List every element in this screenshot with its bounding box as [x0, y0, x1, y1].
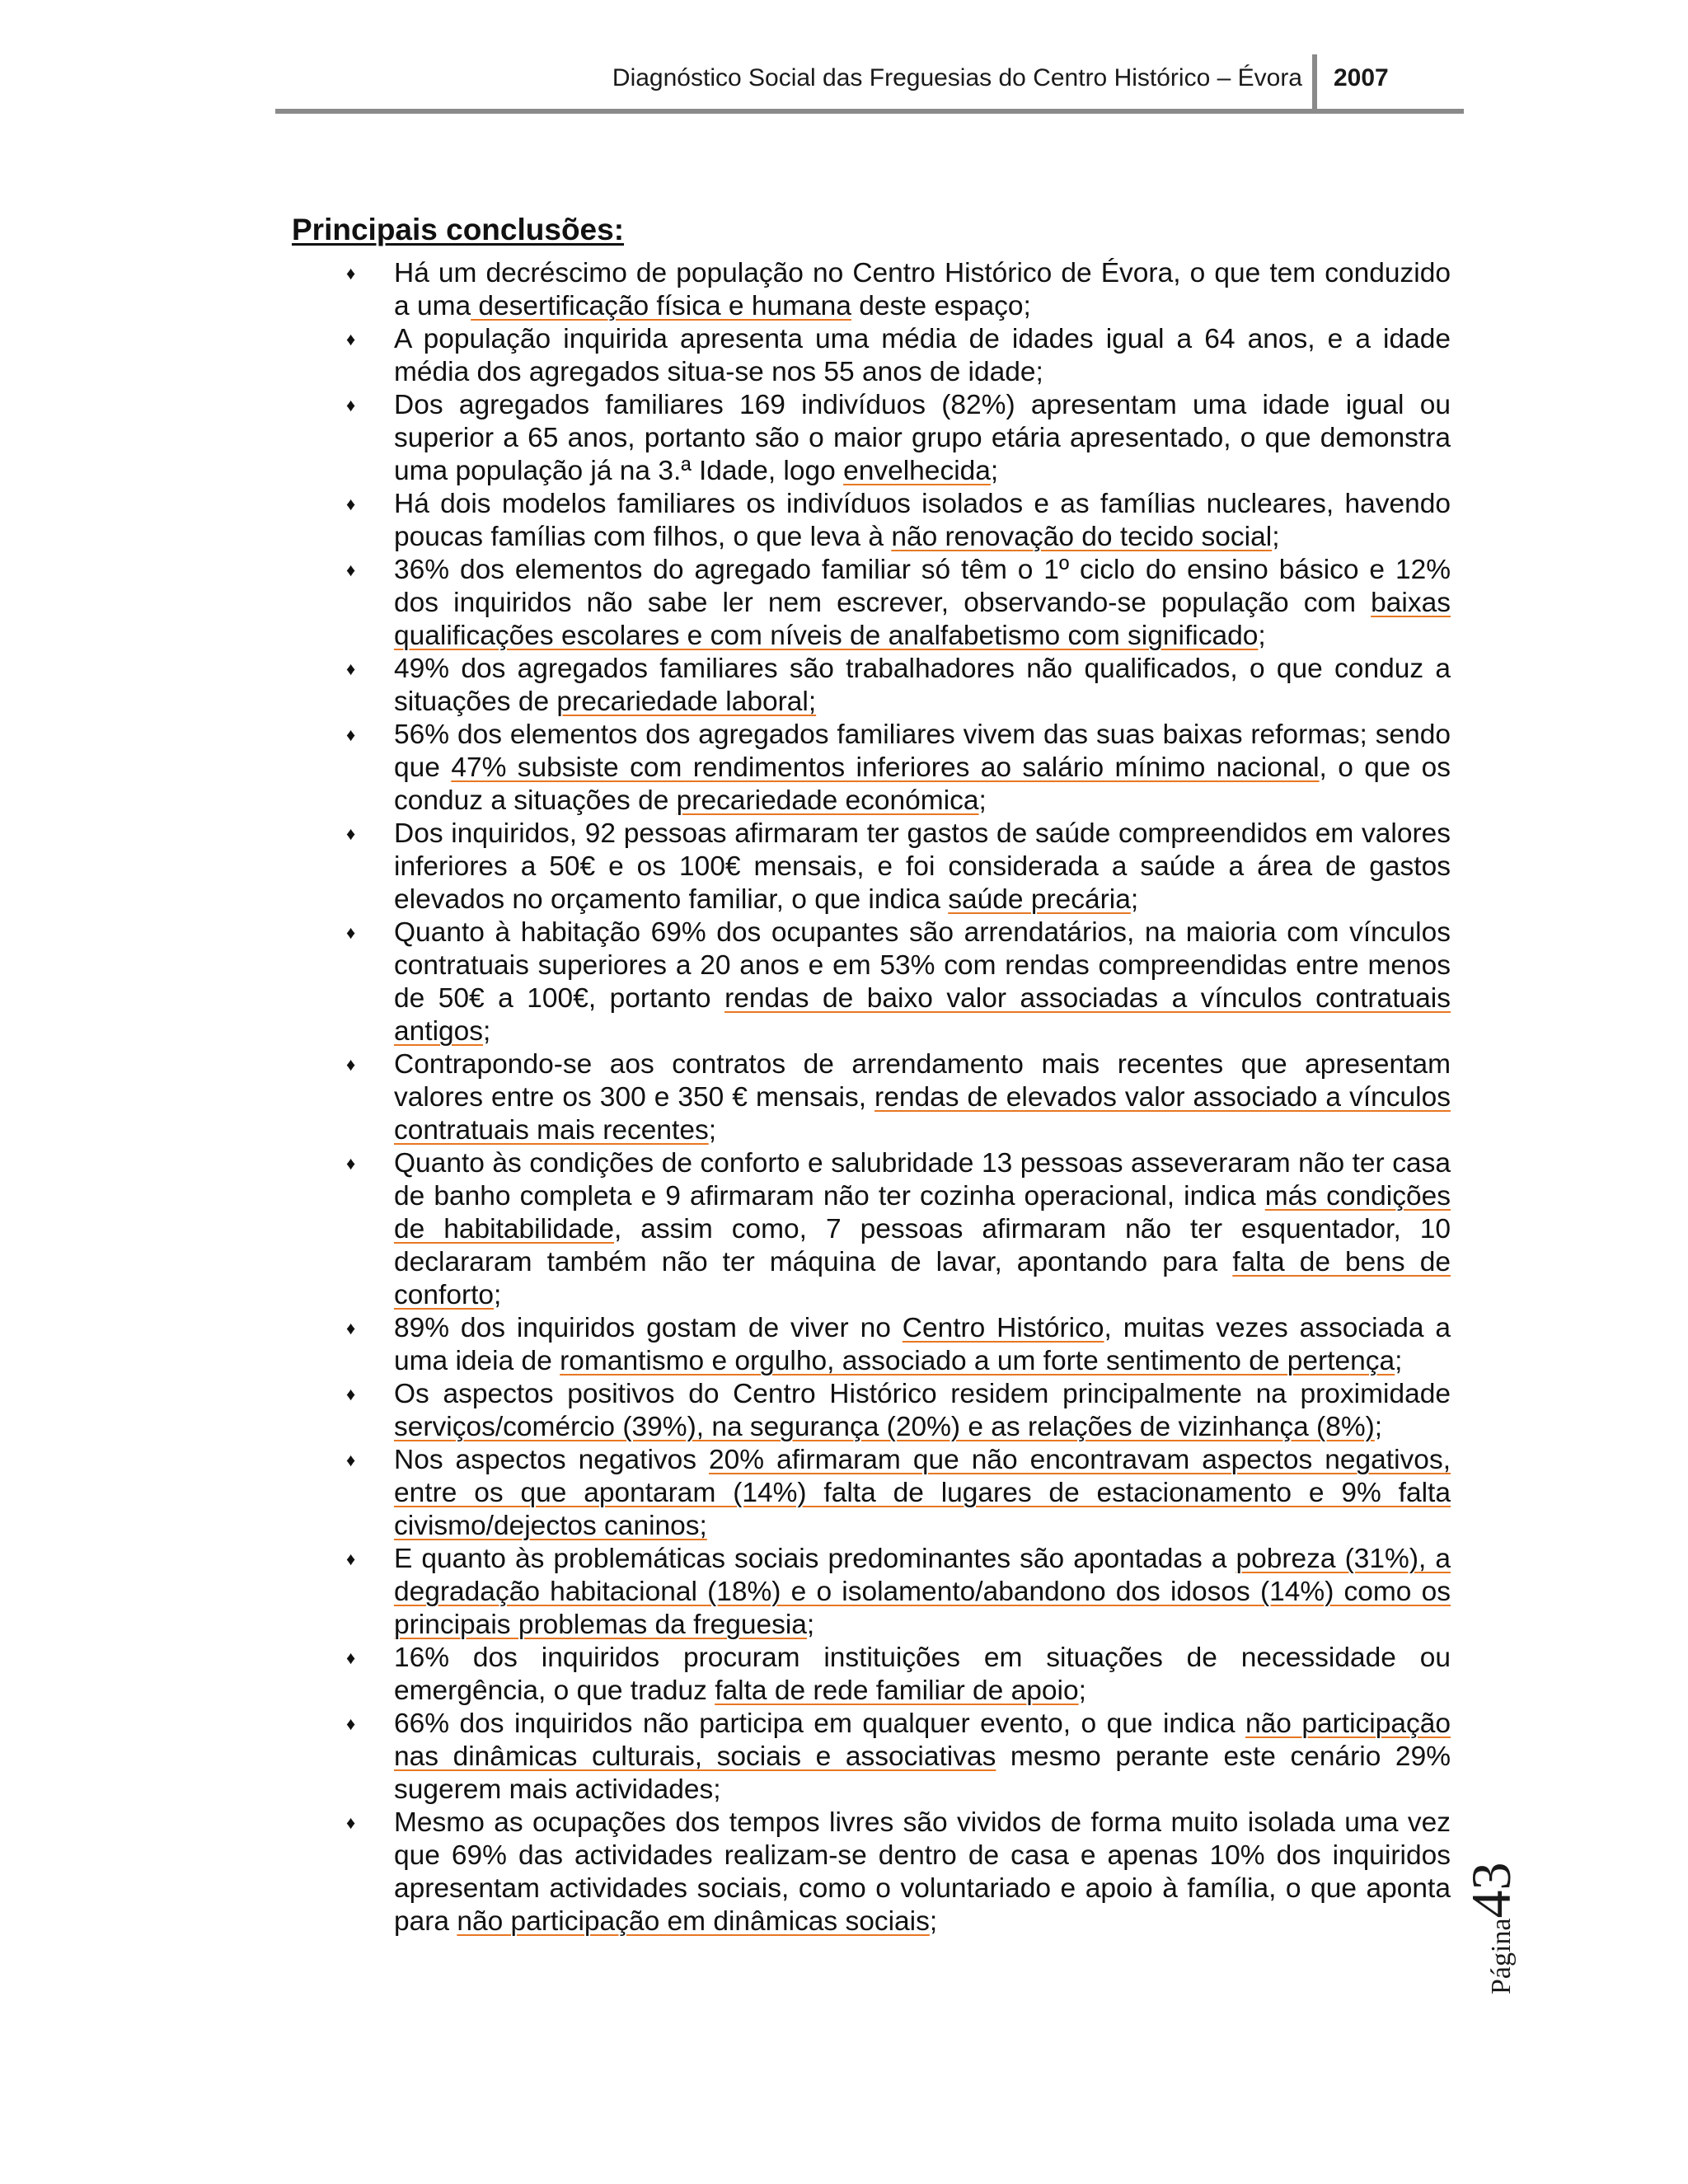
conclusion-item [346, 1642, 1451, 1708]
bullet-icon: ♦ [346, 658, 356, 679]
conclusion-item [346, 488, 1451, 554]
conclusion-text: ; [1130, 884, 1139, 915]
conclusion-text: ; [1374, 1412, 1383, 1442]
highlighted-text: rendas de baixo valor associadas a vínculos contratuais antigos [394, 983, 1451, 1047]
conclusion-text: Os aspectos positivos do Centro Histórico residem principalmente na proximidade [394, 1379, 1451, 1409]
bullet-icon: ♦ [346, 263, 356, 284]
conclusion-text: deste espaço; [851, 291, 1031, 321]
bullet-icon: ♦ [346, 1812, 356, 1833]
bullet-icon: ♦ [346, 560, 356, 580]
highlighted-text: não participação nas dinâmicas culturais, sociais e associativas [394, 1708, 1451, 1772]
conclusion-text: 36% dos elementos do agregado familiar só têm o 1º ciclo do ensino básico e 12% dos inquiridos não sabe ler nem escrever, observando-se população com [394, 555, 1451, 618]
conclusion-text: mesmo perante este cenário 29% sugerem mais actividades; [394, 1741, 1451, 1805]
highlighted-text: baixas qualificações escolares e com níveis de analfabetismo com significado [394, 588, 1451, 651]
conclusion-text: Nos aspectos negativos [394, 1445, 710, 1475]
conclusion-item [346, 1444, 1451, 1543]
conclusion-text: Mesmo as ocupações dos tempos livres são vividos de forma muito isolada uma vez que 69% das actividades realizam-se dentro de casa e apenas 10% dos inquiridos apresentam actividades sociais, como o voluntariado e apoio à família, o que aponta para [394, 1807, 1451, 1937]
highlighted-text: falta de bens de conforto [394, 1247, 1451, 1310]
conclusion-text: Quanto às condições de conforto e salubridade 13 pessoas asseveraram não ter casa de banho completa e 9 afirmaram não ter cozinha operacional, indica [394, 1148, 1451, 1212]
conclusion-item [346, 389, 1451, 488]
bullet-icon: ♦ [346, 1054, 356, 1075]
document-title: Diagnóstico Social das Freguesias do Centro Histórico – Évora [612, 64, 1302, 91]
conclusion-text: , assim como, 7 pessoas afirmaram não ter esquentador, 10 declararam também não ter máquina de lavar, apontando para [394, 1214, 1451, 1277]
conclusion-text: Dos inquiridos, 92 pessoas afirmaram ter gastos de saúde compreendidos em valores inferiores a 50€ e os 100€ mensais, e foi considerada a saúde a área de gastos elevados no orçamento familiar, o que indica [394, 818, 1451, 915]
bullet-icon: ♦ [346, 329, 356, 349]
conclusion-item [346, 916, 1451, 1048]
bullet-icon: ♦ [346, 1549, 356, 1569]
bullet-icon: ♦ [346, 1647, 356, 1668]
highlighted-text: 20% afirmaram que não encontravam aspectos negativos, entre os que apontaram (14%) falta de lugares de estacionamento e 9% falta civismo/dejectos caninos; [394, 1445, 1451, 1541]
page-header [275, 49, 1464, 115]
conclusion-text: , o que os conduz a situações de [394, 752, 1451, 816]
highlighted-text: desertificação física e humana [471, 291, 851, 321]
highlighted-text: serviços/comércio (39%), na segurança (20%) e as relações de vizinhança (8%) [394, 1412, 1375, 1442]
page-label: Página [1486, 1918, 1517, 1994]
conclusion-item [346, 1312, 1451, 1378]
bullet-icon: ♦ [346, 922, 356, 943]
page-number-value: 43 [1460, 1862, 1522, 1919]
conclusion-item [346, 1543, 1451, 1642]
conclusion-text: ; [806, 1610, 815, 1640]
conclusion-text: ; [990, 456, 999, 486]
conclusion-item [346, 323, 1451, 389]
page-number [1459, 1780, 1533, 1994]
conclusion-text: ; [708, 1115, 717, 1146]
conclusion-text: ; [1078, 1675, 1086, 1706]
conclusion-text: ; [1395, 1346, 1403, 1376]
conclusion-text: ; [1272, 522, 1280, 552]
bullet-icon: ♦ [346, 1153, 356, 1174]
conclusion-text: , muitas vezes associada a uma ideia de [394, 1313, 1451, 1376]
conclusion-text: 16% dos inquiridos procuram instituições em situações de necessidade ou emergência, o que traduz [394, 1643, 1451, 1706]
conclusion-item [346, 1378, 1451, 1444]
conclusion-item [346, 719, 1451, 818]
conclusion-text: ; [978, 785, 987, 816]
highlighted-text: más condições de habitabilidade [394, 1181, 1451, 1244]
bullet-icon: ♦ [346, 1450, 356, 1470]
conclusion-text: Há dois modelos familiares os indivíduos isolados e as famílias nucleares, havendo poucas famílias com filhos, o que leva à [394, 489, 1451, 552]
conclusion-text: Quanto à habitação 69% dos ocupantes são arrendatários, na maioria com vínculos contratuais superiores a 20 anos e em 53% com rendas compreendidas entre menos de 50€ a 100€, portanto [394, 917, 1451, 1014]
conclusion-item [346, 653, 1451, 719]
highlighted-text: rendas de elevados valor associado a vínculos contratuais mais recentes [394, 1082, 1451, 1146]
bullet-icon: ♦ [346, 395, 356, 415]
conclusion-item [346, 1048, 1451, 1147]
conclusion-item [346, 1807, 1451, 1938]
conclusion-text: 66% dos inquiridos não participa em qualquer evento, o que indica [394, 1708, 1245, 1739]
highlighted-text: envelhecida [843, 456, 991, 486]
conclusion-text: 56% dos elementos dos agregados familiares vivem das suas baixas reformas; sendo que [394, 719, 1451, 783]
bullet-icon: ♦ [346, 823, 356, 844]
bullet-icon: ♦ [346, 1318, 356, 1338]
highlighted-text: precariedade laboral; [556, 687, 817, 717]
conclusion-text: ; [929, 1906, 938, 1937]
document-year: 2007 [1334, 64, 1389, 91]
conclusions-list [346, 257, 1451, 1938]
conclusion-text: Contrapondo-se aos contratos de arrendamento mais recentes que apresentam valores entre os 300 e 350 € mensais, [394, 1049, 1451, 1113]
highlighted-text: pobreza (31%), a degradação habitacional (18%) e o isolamento/abandono dos idosos (14%) como os principais problemas da freguesia [394, 1544, 1451, 1640]
highlighted-text: não participação em dinâmicas sociais [457, 1906, 930, 1937]
conclusion-item [346, 1147, 1451, 1312]
header-separator [1312, 54, 1317, 114]
highlighted-text: Centro Histórico [902, 1313, 1104, 1343]
conclusion-text: ; [494, 1280, 502, 1310]
conclusion-item [346, 554, 1451, 653]
highlighted-text: romantismo e orgulho, associado a um forte sentimento de pertença [560, 1346, 1395, 1376]
conclusion-item [346, 1708, 1451, 1807]
highlighted-text: saúde precária [948, 884, 1131, 915]
header-rule [275, 109, 1464, 114]
conclusion-text: ; [483, 1016, 491, 1047]
section-heading: Principais conclusões: [292, 213, 625, 246]
conclusion-text: E quanto às problemáticas sociais predominantes são apontadas a [394, 1544, 1236, 1574]
bullet-icon: ♦ [346, 724, 356, 745]
conclusion-text: Dos agregados familiares 169 indivíduos (82%) apresentam uma idade igual ou superior a 65 anos, portanto são o maior grupo etária apresentado, o que demonstra uma população já na 3.ª Idade, logo [394, 390, 1451, 486]
conclusion-item [346, 257, 1451, 323]
bullet-icon: ♦ [346, 494, 356, 514]
bullet-icon: ♦ [346, 1384, 356, 1404]
conclusion-text: 89% dos inquiridos gostam de viver no [394, 1313, 903, 1343]
highlighted-text: falta de rede familiar de apoio [715, 1675, 1079, 1706]
bullet-icon: ♦ [346, 1713, 356, 1734]
highlighted-text: 47% subsiste com rendimentos inferiores ao salário mínimo nacional [451, 752, 1320, 783]
highlighted-text: não renovação do tecido social [891, 522, 1273, 552]
conclusion-item [346, 818, 1451, 916]
conclusion-text: 49% dos agregados familiares são trabalhadores não qualificados, o que conduz a situações de [394, 654, 1451, 717]
highlighted-text: precariedade económica [676, 785, 979, 816]
conclusion-text: A população inquirida apresenta uma média de idades igual a 64 anos, e a idade média dos agregados situa-se nos 55 anos de idade; [394, 324, 1451, 387]
conclusion-text: Há um decréscimo de população no Centro Histórico de Évora, o que tem conduzido a uma [394, 258, 1451, 321]
conclusion-text: ; [1258, 621, 1266, 651]
